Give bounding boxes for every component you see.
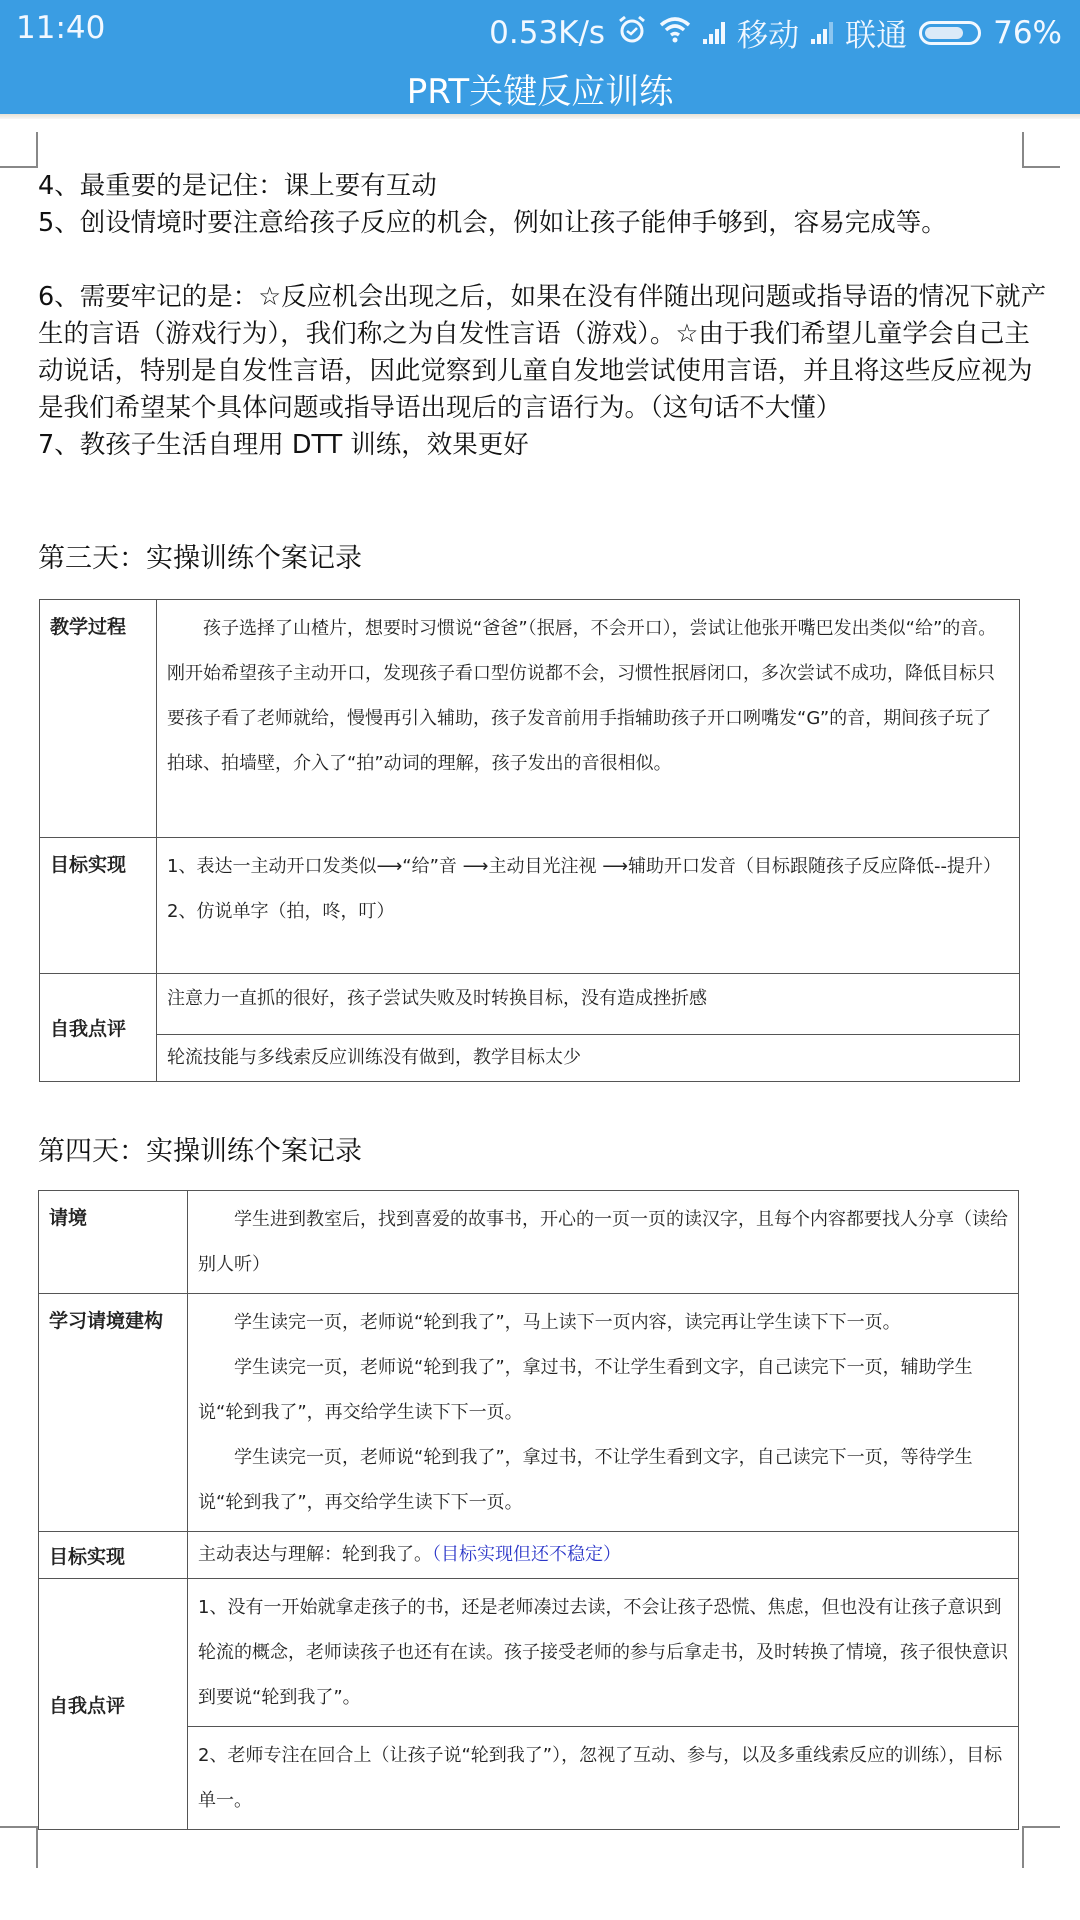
goal-line-1: 1、表达一主动开口发类似⟶“给”音 ⟶主动目光注视 ⟶辅助开口发音（目标跟随孩子反应降低--提升） xyxy=(167,856,1001,877)
battery-icon xyxy=(919,21,981,45)
page-corner-mark xyxy=(0,132,38,168)
context-build-p2: 学生读完一页，老师说“轮到我了”，拿过书，不让学生看到文字，自己读完下一页，辅助学生说“轮到我了”，再交给学生读下下一页。 xyxy=(198,1357,973,1423)
self-review-1: 1、没有一开始就拿走孩子的书，还是老师凑过去读，不会让孩子恐慌、焦虑，但也没有让孩子意识到轮流的概念，老师读孩子也还有在读。孩子接受老师的参与后拿走书，及时转换了情境，孩子很快意识到要说“轮到我了”。 xyxy=(188,1579,1019,1727)
day3-record-table xyxy=(39,599,1020,1082)
page-corner-mark xyxy=(0,1826,38,1868)
table-row xyxy=(40,838,1020,974)
self-review-2: 2、老师专注在回合上（让孩子说“轮到我了”），忽视了互动、参与，以及多重线索反应的训练），目标单一。 xyxy=(188,1727,1019,1830)
wifi-icon xyxy=(659,15,691,51)
carrier-2: 联通 xyxy=(845,18,908,54)
day3-heading: 第三天：实操训练个案记录 xyxy=(38,543,362,574)
teaching-process-label: 教学过程 xyxy=(40,600,157,838)
document-body xyxy=(38,168,1048,464)
list-item: 7、教孩子生活自理用 DTT 训练，效果更好 xyxy=(38,430,529,460)
table-row xyxy=(39,1579,1019,1727)
signal-icon xyxy=(703,22,725,44)
table-row xyxy=(39,1191,1019,1294)
table-row xyxy=(39,1294,1019,1532)
table-row xyxy=(40,974,1020,1035)
list-item: 6、需要牢记的是：☆反应机会出现之后，如果在没有伴随出现问题或指导语的情况下就产生的言语（游戏行为），我们称之为自发性言语（游戏）。☆由于我们希望儿童学会自己主动说话，特别是自发性言语，因此觉察到儿童自发地尝试使用言语，并且将这些反应视为是我们希望某个具体问题或指导语出现后的言语行为。（这句话不大懂） xyxy=(38,282,1047,423)
context-build-p3: 学生读完一页，老师说“轮到我了”，拿过书，不让学生看到文字，自己读完下一页，等待学生说“轮到我了”，再交给学生读下下一页。 xyxy=(198,1447,973,1513)
status-bar xyxy=(0,0,1080,58)
self-review-label: 自我点评 xyxy=(39,1579,188,1830)
page-title: PRT关键反应训练 xyxy=(406,72,674,112)
goal-label: 目标实现 xyxy=(40,838,157,974)
list-item: 4、最重要的是记住：课上要有互动 xyxy=(38,171,437,201)
self-review-label: 自我点评 xyxy=(40,974,157,1082)
status-time: 11:40 xyxy=(16,10,106,46)
context-build-p1: 学生读完一页，老师说“轮到我了”，马上读下一页内容，读完再让学生读下下一页。 xyxy=(234,1312,901,1333)
battery-level xyxy=(925,27,963,39)
table-row xyxy=(39,1532,1019,1579)
app-bar-shadow xyxy=(0,114,1080,119)
table-row xyxy=(40,600,1020,838)
goal-line-2: 2、仿说单字（拍，咚，叮） xyxy=(167,901,395,922)
alarm-icon xyxy=(617,14,647,52)
page-corner-mark xyxy=(1022,1826,1060,1868)
arrow-right-icon: ⟶ xyxy=(462,856,489,877)
goal-text: 主动表达与理解：轮到我了。 xyxy=(198,1544,432,1565)
battery-percent: 76% xyxy=(993,14,1062,51)
day4-heading: 第四天：实操训练个案记录 xyxy=(38,1136,362,1167)
arrow-right-icon: ⟶ xyxy=(376,856,403,877)
list-item: 5、创设情境时要注意给孩子反应的机会，例如让孩子能伸手够到，容易完成等。 xyxy=(38,208,947,238)
goal-label: 目标实现 xyxy=(39,1532,188,1579)
context-label: 请境 xyxy=(39,1191,188,1294)
self-review-2: 轮流技能与多线索反应训练没有做到，教学目标太少 xyxy=(157,1035,1020,1082)
signal-icon xyxy=(811,22,833,44)
day4-record-table xyxy=(38,1190,1019,1830)
context-build-label: 学习请境建构 xyxy=(39,1294,188,1532)
app-bar xyxy=(0,0,1080,114)
arrow-right-icon: ⟶ xyxy=(602,856,628,877)
net-speed: 0.53K/s xyxy=(489,14,606,51)
carrier-1: 移动 xyxy=(737,18,800,54)
page-corner-mark xyxy=(1022,132,1060,168)
teaching-process-text: 孩子选择了山楂片，想要时习惯说“爸爸”（抿唇，不会开口），尝试让他张开嘴巴发出类似“给”的音。刚开始希望孩子主动开口，发现孩子看口型仿说都不会，习惯性抿唇闭口，多次尝试不成功，降低目标只要孩子看了老师就给，慢慢再引入辅助，孩子发音前用手指辅助孩子开口咧嘴发“G”的音，期间孩子玩了拍球、拍墙壁，介入了“拍”动词的理解，孩子发出的音很相似。 xyxy=(167,618,997,774)
table-row xyxy=(40,1035,1020,1082)
self-review-1: 注意力一直抓的很好，孩子尝试失败及时转换目标，没有造成挫折感 xyxy=(157,974,1020,1035)
context-text: 学生进到教室后，找到喜爱的故事书，开心的一页一页的读汉字，且每个内容都要找人分享（读给别人听） xyxy=(198,1209,1008,1275)
goal-note: （目标实现但还不稳定） xyxy=(432,1544,621,1565)
